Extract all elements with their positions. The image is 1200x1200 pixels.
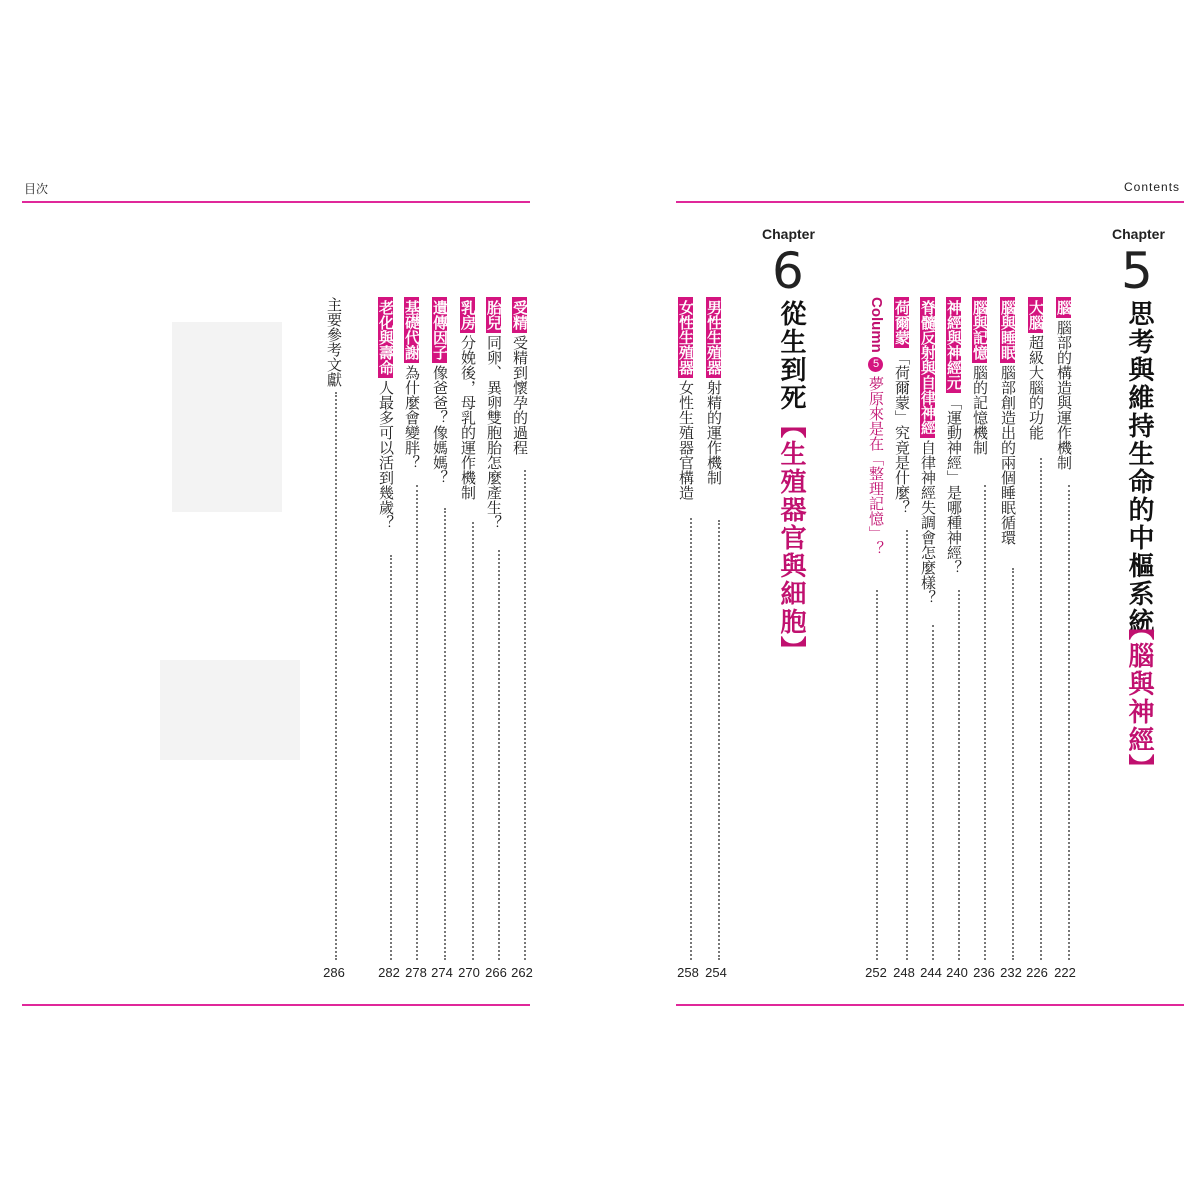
- entry-tag: 腦: [1056, 297, 1071, 318]
- toc-entry[interactable]: [706, 297, 721, 485]
- chapter-5-title: 思考與維持生命的中樞系統: [1124, 300, 1154, 636]
- page-number: 248: [893, 965, 915, 980]
- page-number: 222: [1054, 965, 1076, 980]
- toc-entry[interactable]: [512, 297, 527, 455]
- page-number: 236: [973, 965, 995, 980]
- dot-leader: [718, 520, 720, 960]
- toc-entry[interactable]: [920, 297, 935, 605]
- dot-leader: [906, 530, 908, 960]
- dot-leader: [984, 485, 986, 960]
- page-number: 254: [705, 965, 727, 980]
- left-bottom-rule: [22, 1004, 530, 1006]
- entry-text: 夢原來是在「整理記憶」？: [867, 375, 885, 556]
- chapter-5-subtitle: 【腦與神經】: [1124, 614, 1154, 782]
- entry-text: 自律神經失調會怎麼樣？: [919, 440, 937, 605]
- page-number: 270: [458, 965, 480, 980]
- dot-leader: [444, 508, 446, 960]
- faint-bleed-through: [160, 660, 300, 760]
- entry-tag: 受精: [512, 297, 527, 333]
- entry-tag: 腦與記憶: [972, 297, 987, 363]
- right-header: Contents: [1124, 180, 1181, 194]
- left-top-rule: [22, 201, 530, 203]
- toc-entry[interactable]: [404, 297, 419, 470]
- page-number: 282: [378, 965, 400, 980]
- chapter-6-subtitle: 【生殖器官與細胞】: [776, 412, 806, 664]
- chapter-6-title: 從生到死: [776, 300, 806, 412]
- entry-text: 受精到懷孕的過程: [511, 335, 529, 455]
- entry-text: 同卵、異卵雙胞胎怎麼產生？: [485, 335, 503, 530]
- toc-entry[interactable]: [894, 297, 909, 515]
- dot-leader: [1068, 485, 1070, 960]
- entry-tag: 遺傳因子: [432, 297, 447, 363]
- entry-tag: 腦與睡眠: [1000, 297, 1015, 363]
- entry-text: 腦的記憶機制: [971, 365, 989, 455]
- toc-entry[interactable]: [460, 297, 475, 500]
- entry-tag: 神經與神經元: [946, 297, 961, 393]
- dot-leader: [335, 392, 337, 960]
- chapter-5-label: Chapter: [1112, 226, 1165, 242]
- entry-tag: 女性生殖器: [678, 297, 693, 378]
- toc-entry[interactable]: [432, 297, 447, 485]
- left-header: 目次: [24, 182, 49, 196]
- entry-tag: 荷爾蒙: [894, 297, 909, 348]
- dot-leader: [498, 550, 500, 960]
- toc-entry[interactable]: [1056, 297, 1071, 470]
- entry-tag: 大腦: [1028, 297, 1043, 333]
- entry-text: 射精的運作機制: [705, 380, 723, 485]
- dot-leader: [876, 590, 878, 960]
- page-number: 286: [323, 965, 345, 980]
- column-number-badge: 5: [870, 358, 882, 371]
- entry-text: 「荷爾蒙」究竟是什麼？: [893, 350, 911, 515]
- dot-leader: [1012, 568, 1014, 960]
- entry-text: 「運動神經」是哪種神經？: [945, 395, 963, 575]
- page-number: 258: [677, 965, 699, 980]
- entry-tag: 老化與壽命: [378, 297, 393, 378]
- right-bottom-rule: [676, 1004, 1184, 1006]
- toc-entry[interactable]: [1028, 297, 1043, 440]
- dot-leader: [932, 625, 934, 960]
- toc-entry[interactable]: [946, 297, 961, 575]
- page-number: 252: [865, 965, 887, 980]
- chapter-6-number: 6: [772, 242, 804, 300]
- entry-tag: 基礎代謝: [404, 297, 419, 363]
- entry-text: 腦部的構造與運作機制: [1055, 320, 1073, 470]
- references-entry[interactable]: [326, 297, 341, 387]
- entry-text: 為什麼會變胖？: [403, 365, 421, 470]
- entry-text: 主要參考文獻: [325, 297, 343, 387]
- toc-entry[interactable]: [486, 297, 501, 530]
- page-number: 240: [946, 965, 968, 980]
- entry-text: 分娩後，母乳的運作機制: [459, 335, 477, 500]
- dot-leader: [416, 485, 418, 960]
- column-entry[interactable]: [868, 297, 884, 556]
- entry-text: 腦部創造出的兩個睡眠循環: [999, 365, 1017, 545]
- faint-bleed-through: [172, 322, 282, 512]
- entry-text: 超級大腦的功能: [1027, 335, 1045, 440]
- entry-text: 人最多可以活到幾歲？: [377, 380, 395, 530]
- dot-leader: [958, 590, 960, 960]
- dot-leader: [472, 522, 474, 960]
- entry-tag: 乳房: [460, 297, 475, 333]
- page-number: 278: [405, 965, 427, 980]
- entry-tag: 男性生殖器: [706, 297, 721, 378]
- chapter-6-label: Chapter: [762, 226, 815, 242]
- entry-tag: 胎兒: [486, 297, 501, 333]
- page-number: 266: [485, 965, 507, 980]
- toc-entry[interactable]: [1000, 297, 1015, 545]
- chapter-5-number: 5: [1121, 242, 1153, 300]
- entry-text: 女性生殖器官構造: [677, 380, 695, 500]
- entry-text: 像爸爸？像媽媽？: [431, 365, 449, 485]
- dot-leader: [390, 555, 392, 960]
- page-number: 226: [1026, 965, 1048, 980]
- toc-entry[interactable]: [678, 297, 693, 500]
- dot-leader: [1040, 458, 1042, 960]
- page-number: 262: [511, 965, 533, 980]
- dot-leader: [524, 470, 526, 960]
- column-label: Column: [868, 297, 885, 353]
- right-page: [600, 0, 1200, 1200]
- toc-entry[interactable]: [972, 297, 987, 455]
- dot-leader: [690, 518, 692, 960]
- entry-tag: 脊髓反射與自律神經: [920, 297, 935, 438]
- page-number: 232: [1000, 965, 1022, 980]
- page-number: 244: [920, 965, 942, 980]
- toc-entry[interactable]: [378, 297, 393, 530]
- page-number: 274: [431, 965, 453, 980]
- right-top-rule: [676, 201, 1184, 203]
